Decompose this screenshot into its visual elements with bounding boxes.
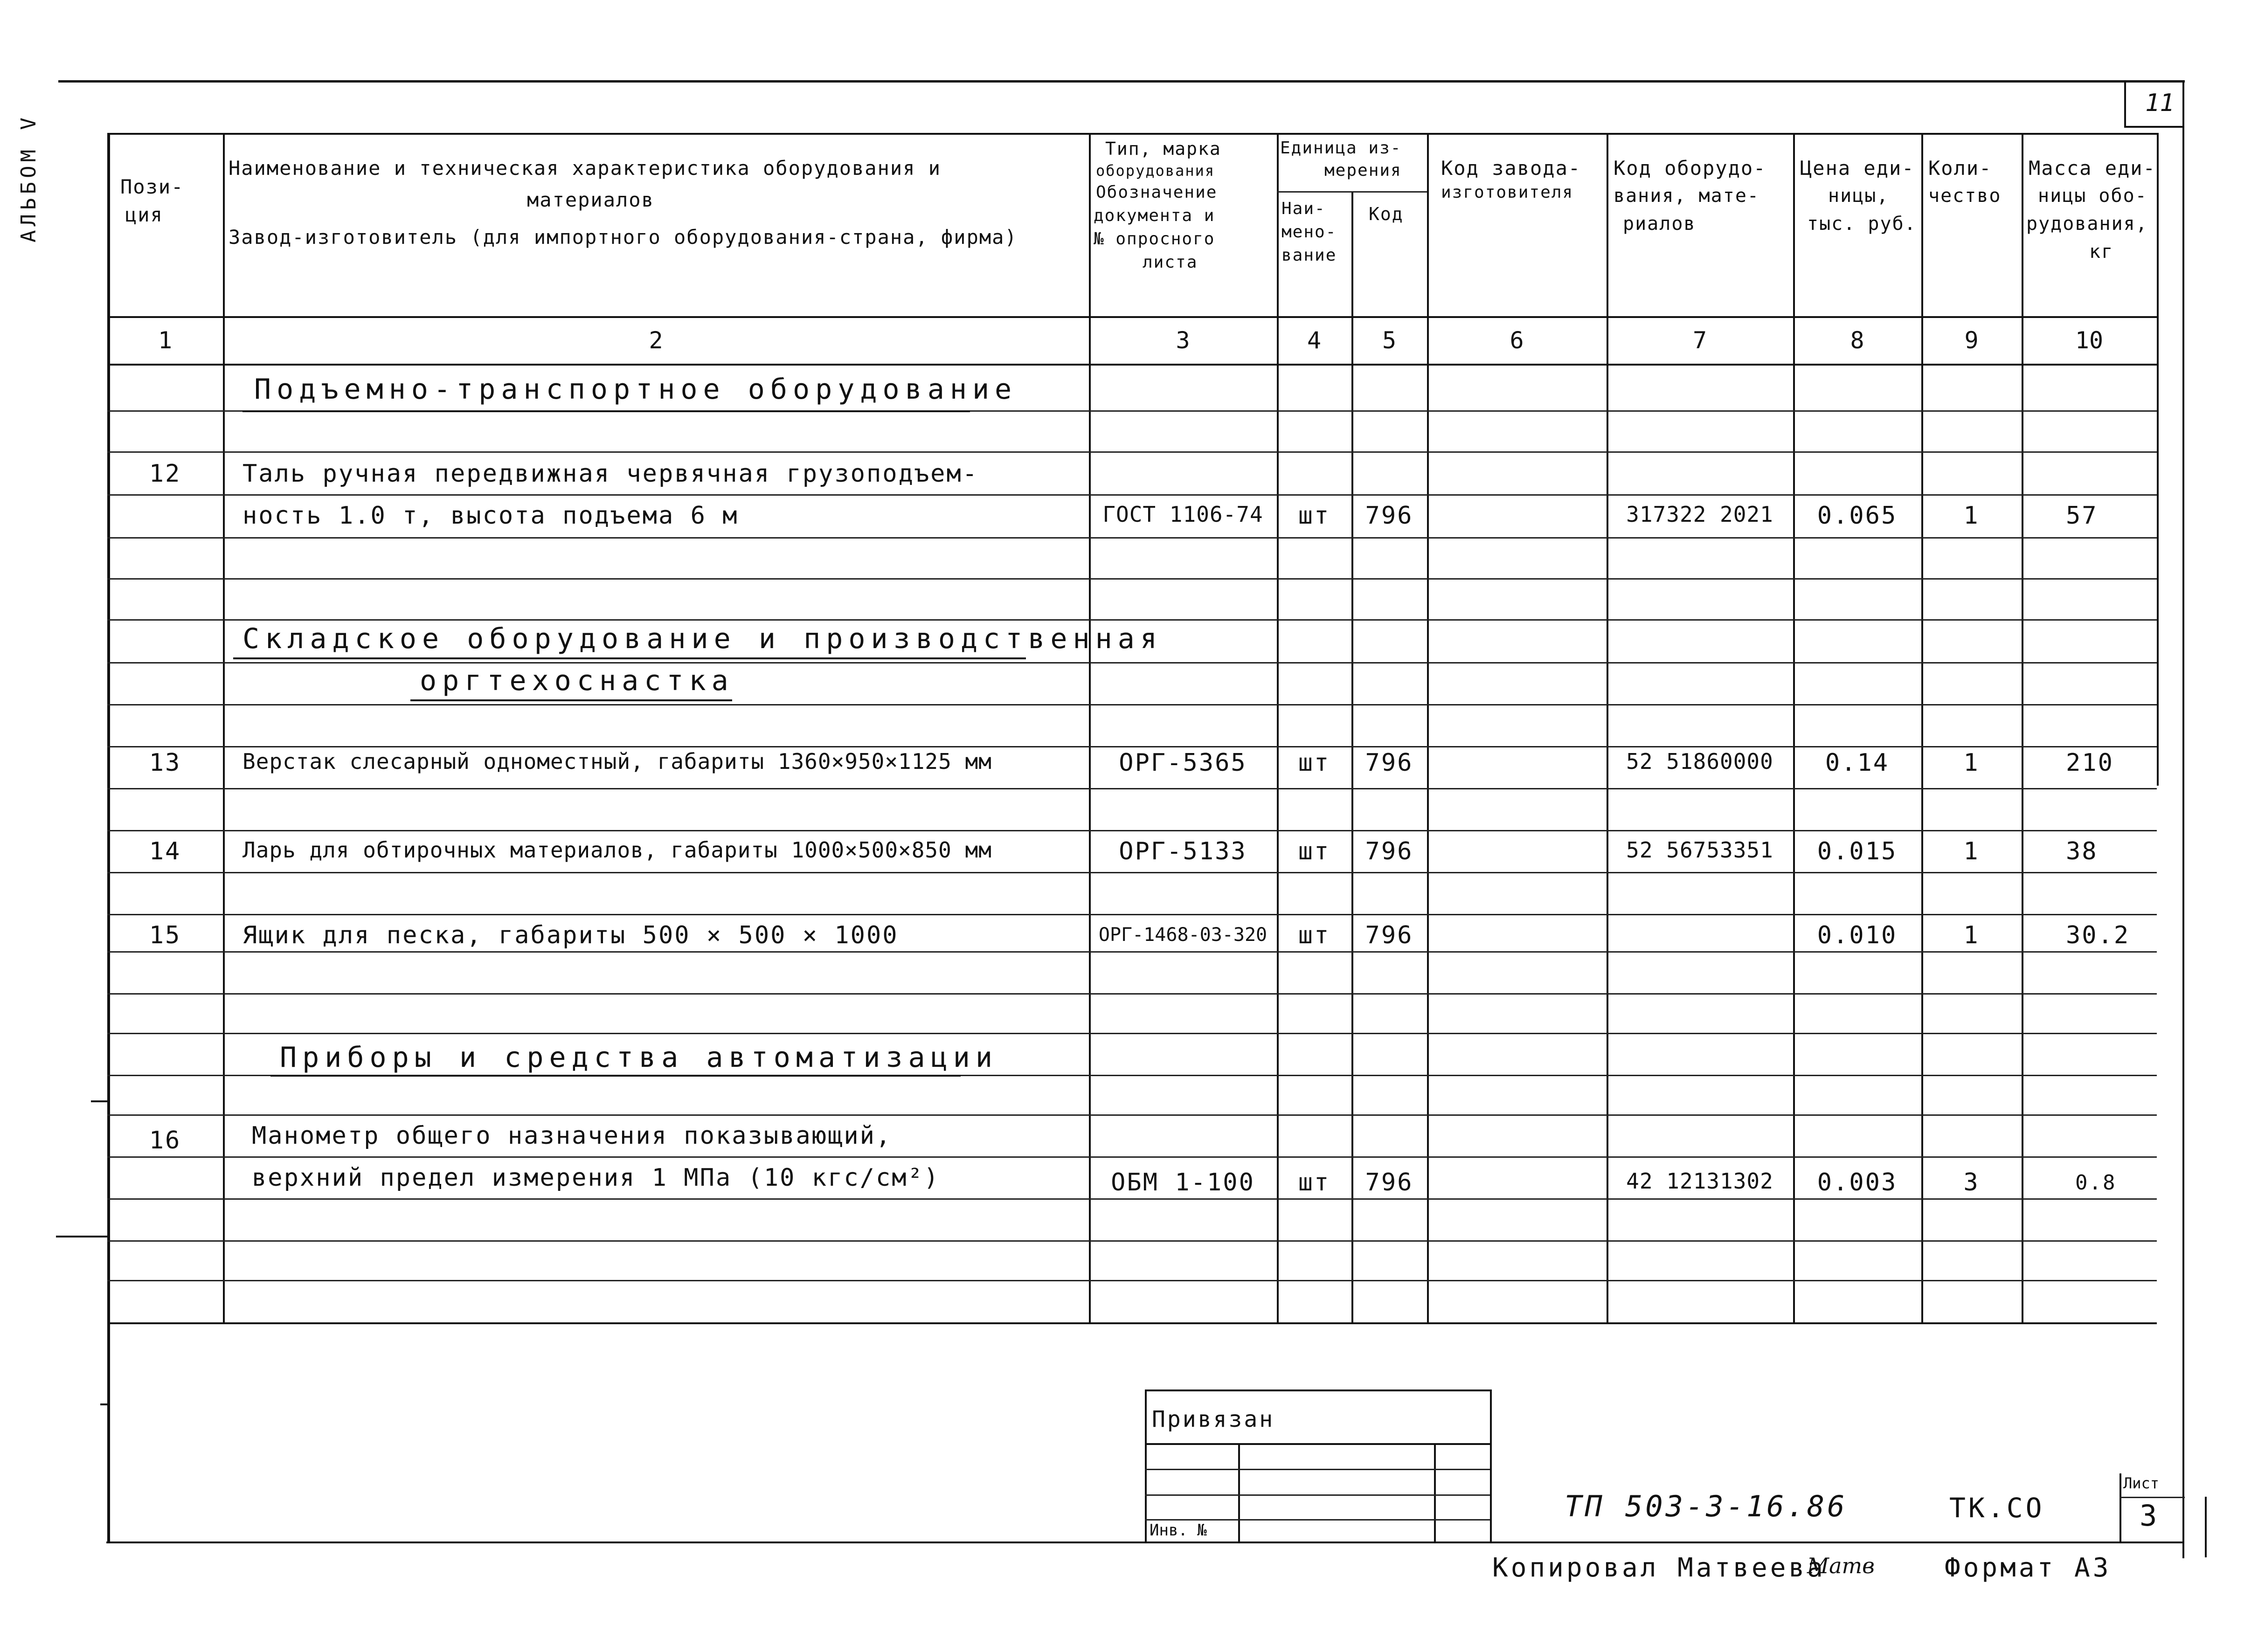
row15-type: ОРГ-1468-03-320 [1098,924,1268,946]
row12-mass: 57 [2066,502,2098,530]
section-automation-title: Приборы и средства автоматизации [280,1041,998,1074]
hdr-unit-2: мерения [1324,161,1402,180]
row14-item-code: 52 56753351 [1626,837,1773,863]
sheet-number: 3 [2140,1499,2157,1533]
row12-code: 796 [1365,502,1413,530]
stamp-col-c [1490,1389,1492,1543]
row-line [107,1198,2157,1200]
colnum-6: 6 [1510,327,1524,354]
row-line [107,914,2157,915]
row14-name: Ларь для обтирочных материалов, габариты 1000×500×850 мм [242,837,992,863]
section-storage-title-2: оргтехоснастка [420,664,734,697]
stamp-attached: Привязан [1152,1406,1275,1432]
row12-name-2: ность 1.0 т, высота подъема 6 м [242,502,739,530]
colnum-2: 2 [649,327,663,354]
colnum-bottom-line [107,364,2157,366]
sheet-box-divider [2119,1497,2185,1498]
hdr-type-6: листа [1143,253,1198,272]
section-underline [233,657,1026,659]
row-line [107,951,2157,953]
corner-box-left [2124,80,2126,127]
row16-name-2: верхний предел измерения 1 МПа (10 кгс/см²) [252,1164,940,1192]
corner-sheet-number: 11 [2145,89,2175,117]
col-sep-1-2 [223,133,225,1324]
hdr-price-1: Цена еди- [1800,157,1915,180]
colnum-3: 3 [1176,327,1190,354]
hdr-qty-2: чество [1928,185,2002,207]
doc-section: ТК.СО [1949,1492,2045,1524]
colnum-5: 5 [1382,327,1397,354]
album-label: АЛЬБОМ V [17,114,41,242]
row14-type: ОРГ-5133 [1119,837,1247,865]
hdr-maker-2: изготовителя [1441,183,1574,202]
row-line [107,451,2157,453]
row-line [107,746,2157,747]
hdr-type-4: документа и [1094,206,1215,225]
stamp-col-b [1434,1443,1436,1543]
col-sep-7-8 [1793,133,1795,1324]
hdr-code-3: риалов [1623,213,1696,235]
margin-tick [91,1100,110,1102]
far-right-edge-line [2205,1497,2207,1557]
hdr-type-5: № опросного [1094,229,1215,249]
row-line [107,619,2157,621]
hdr-code-2: вания, мате- [1614,185,1759,207]
colnum-1: 1 [158,327,173,354]
hdr-type-2: оборудования [1096,162,1215,180]
row12-qty: 1 [1963,502,1980,530]
section-underline [410,699,732,701]
row13-pos: 13 [149,749,181,777]
table-bottom-line [107,1322,2157,1324]
corner-box-bottom [2124,126,2184,128]
row-line [107,1033,2157,1034]
row15-pos: 15 [149,921,181,949]
row16-item-code: 42 12131302 [1626,1168,1773,1194]
stamp-line [1145,1469,1490,1470]
stamp-line [1145,1519,1490,1521]
header-bottom-line [107,316,2157,318]
hdr-unitname-2: мено- [1281,222,1337,242]
row-line [107,1280,2157,1281]
row-line [107,537,2157,539]
row16-price: 0.003 [1817,1168,1898,1196]
row15-unit: шт [1298,921,1330,949]
row-line [107,788,2157,789]
hdr-code-1: Код оборудо- [1614,157,1766,180]
hdr-mass-2: ницы обо- [2038,185,2147,207]
sheet-label: Лист [2123,1474,2160,1492]
hdr-price-3: тыс. руб. [1807,213,1917,235]
row13-name: Верстак слесарный одноместный, габариты 1360×950×1125 мм [242,749,992,774]
section-underline [242,410,970,412]
hdr-mass-3: рудования, [2026,213,2148,235]
row-line [107,830,2157,831]
col-sep-5-6 [1427,133,1429,1324]
row12-pos: 12 [149,460,181,488]
row16-mass: 0.8 [2075,1171,2117,1195]
col-sep-8-9 [1921,133,1923,1324]
col-sep-9-10 [2022,133,2023,1324]
row15-qty: 1 [1963,921,1980,949]
row13-qty: 1 [1963,749,1980,777]
row13-unit: шт [1298,749,1330,777]
row12-item-code: 317322 2021 [1626,502,1773,527]
row16-qty: 3 [1963,1168,1980,1196]
stamp-top [1145,1389,1490,1391]
col-sep-2-3 [1089,133,1091,1324]
row-line [107,1114,2157,1116]
margin-tick [56,1236,110,1237]
colnum-7: 7 [1692,327,1707,354]
stamp-inv-no: Инв. № [1150,1521,1207,1540]
row13-code: 796 [1365,749,1413,777]
row-line [107,1240,2157,1242]
stamp-col-a [1238,1443,1240,1543]
hdr-mass-1: Масса еди- [2029,157,2156,180]
hdr-price-2: ницы, [1828,185,1889,207]
doc-code: ТП 503-3-16.86 [1565,1489,1848,1523]
row12-type: ГОСТ 1106-74 [1102,502,1263,527]
row-line [107,578,2157,580]
colnum-10: 10 [2075,327,2104,354]
row-line [107,872,2157,873]
table-top-line [107,133,2157,135]
row14-code: 796 [1365,837,1413,865]
row15-mass: 30.2 [2066,921,2130,949]
row14-qty: 1 [1963,837,1980,865]
row16-pos: 16 [149,1127,181,1154]
colnum-8: 8 [1850,327,1864,354]
row16-name-1: Манометр общего назначения показывающий, [252,1122,892,1150]
section-underline [270,1075,961,1077]
col-sep-6-7 [1607,133,1608,1324]
row-line [107,993,2157,995]
hdr-position-1: Пози- [120,175,184,198]
row-line [107,1156,2157,1158]
row16-unit: шт [1298,1168,1330,1196]
row12-name-1: Таль ручная передвижная червячная грузоподъем- [242,460,979,488]
hdr-unit-1: Единица из- [1280,138,1402,158]
row-line [107,494,2157,496]
hdr-mass-4: кг [2089,241,2114,263]
row12-unit: шт [1298,502,1330,530]
hdr-name-1: Наименование и техническая характеристика оборудования и [229,157,942,180]
section-lifting-title: Подъемно-транспортное оборудование [254,373,1018,406]
row13-item-code: 52 51860000 [1626,749,1773,774]
hdr-maker-1: Код завода- [1441,157,1581,180]
format-label: Формат А3 [1945,1553,2112,1583]
hdr-type-3: Обозначение [1096,183,1218,202]
top-frame-line [58,80,2185,83]
row15-code: 796 [1365,921,1413,949]
row-line [107,662,2157,664]
section-storage-title-1: Складское оборудование и производственная [242,622,1163,655]
row16-code: 796 [1365,1168,1413,1196]
row14-mass: 38 [2066,837,2098,865]
colnum-4: 4 [1307,327,1322,354]
row13-type: ОРГ-5365 [1119,749,1247,777]
hdr-unitcode: Код [1369,204,1404,224]
row12-price: 0.065 [1817,502,1898,530]
hdr-type-1: Тип, марка [1105,138,1221,159]
signature: Матв [1807,1553,1875,1578]
copied-by: Копировал Матвеева [1492,1553,1826,1583]
margin-tick [100,1403,110,1405]
row14-unit: шт [1298,837,1330,865]
colnum-9: 9 [1964,327,1979,354]
row15-name: Ящик для песка, габариты 500 × 500 × 1000 [242,921,899,949]
row14-price: 0.015 [1817,837,1898,865]
row14-pos: 14 [149,837,181,865]
sheet-box-left [2119,1473,2121,1542]
row-line [107,704,2157,705]
hdr-qty-1: Коли- [1928,157,1992,180]
row13-mass: 210 [2066,749,2114,777]
row15-price: 0.010 [1817,921,1898,949]
row16-type: ОБМ 1-100 [1111,1168,1255,1196]
unit-subheader-line [1277,191,1427,193]
stamp-line [1145,1443,1490,1445]
hdr-unitname-1: Наи- [1281,199,1326,218]
right-frame-line [2182,80,2184,1558]
hdr-unitname-3: вание [1281,246,1337,265]
col-sep-3-4 [1277,133,1279,1324]
hdr-position-2: ция [125,203,163,226]
hdr-name-3: Завод-изготовитель (для импортного оборудования-страна, фирма) [229,226,1018,249]
row13-price: 0.14 [1825,749,1890,777]
stamp-line [1145,1494,1490,1496]
col-right-inner [2157,133,2159,786]
hdr-name-2: материалов [527,188,654,211]
